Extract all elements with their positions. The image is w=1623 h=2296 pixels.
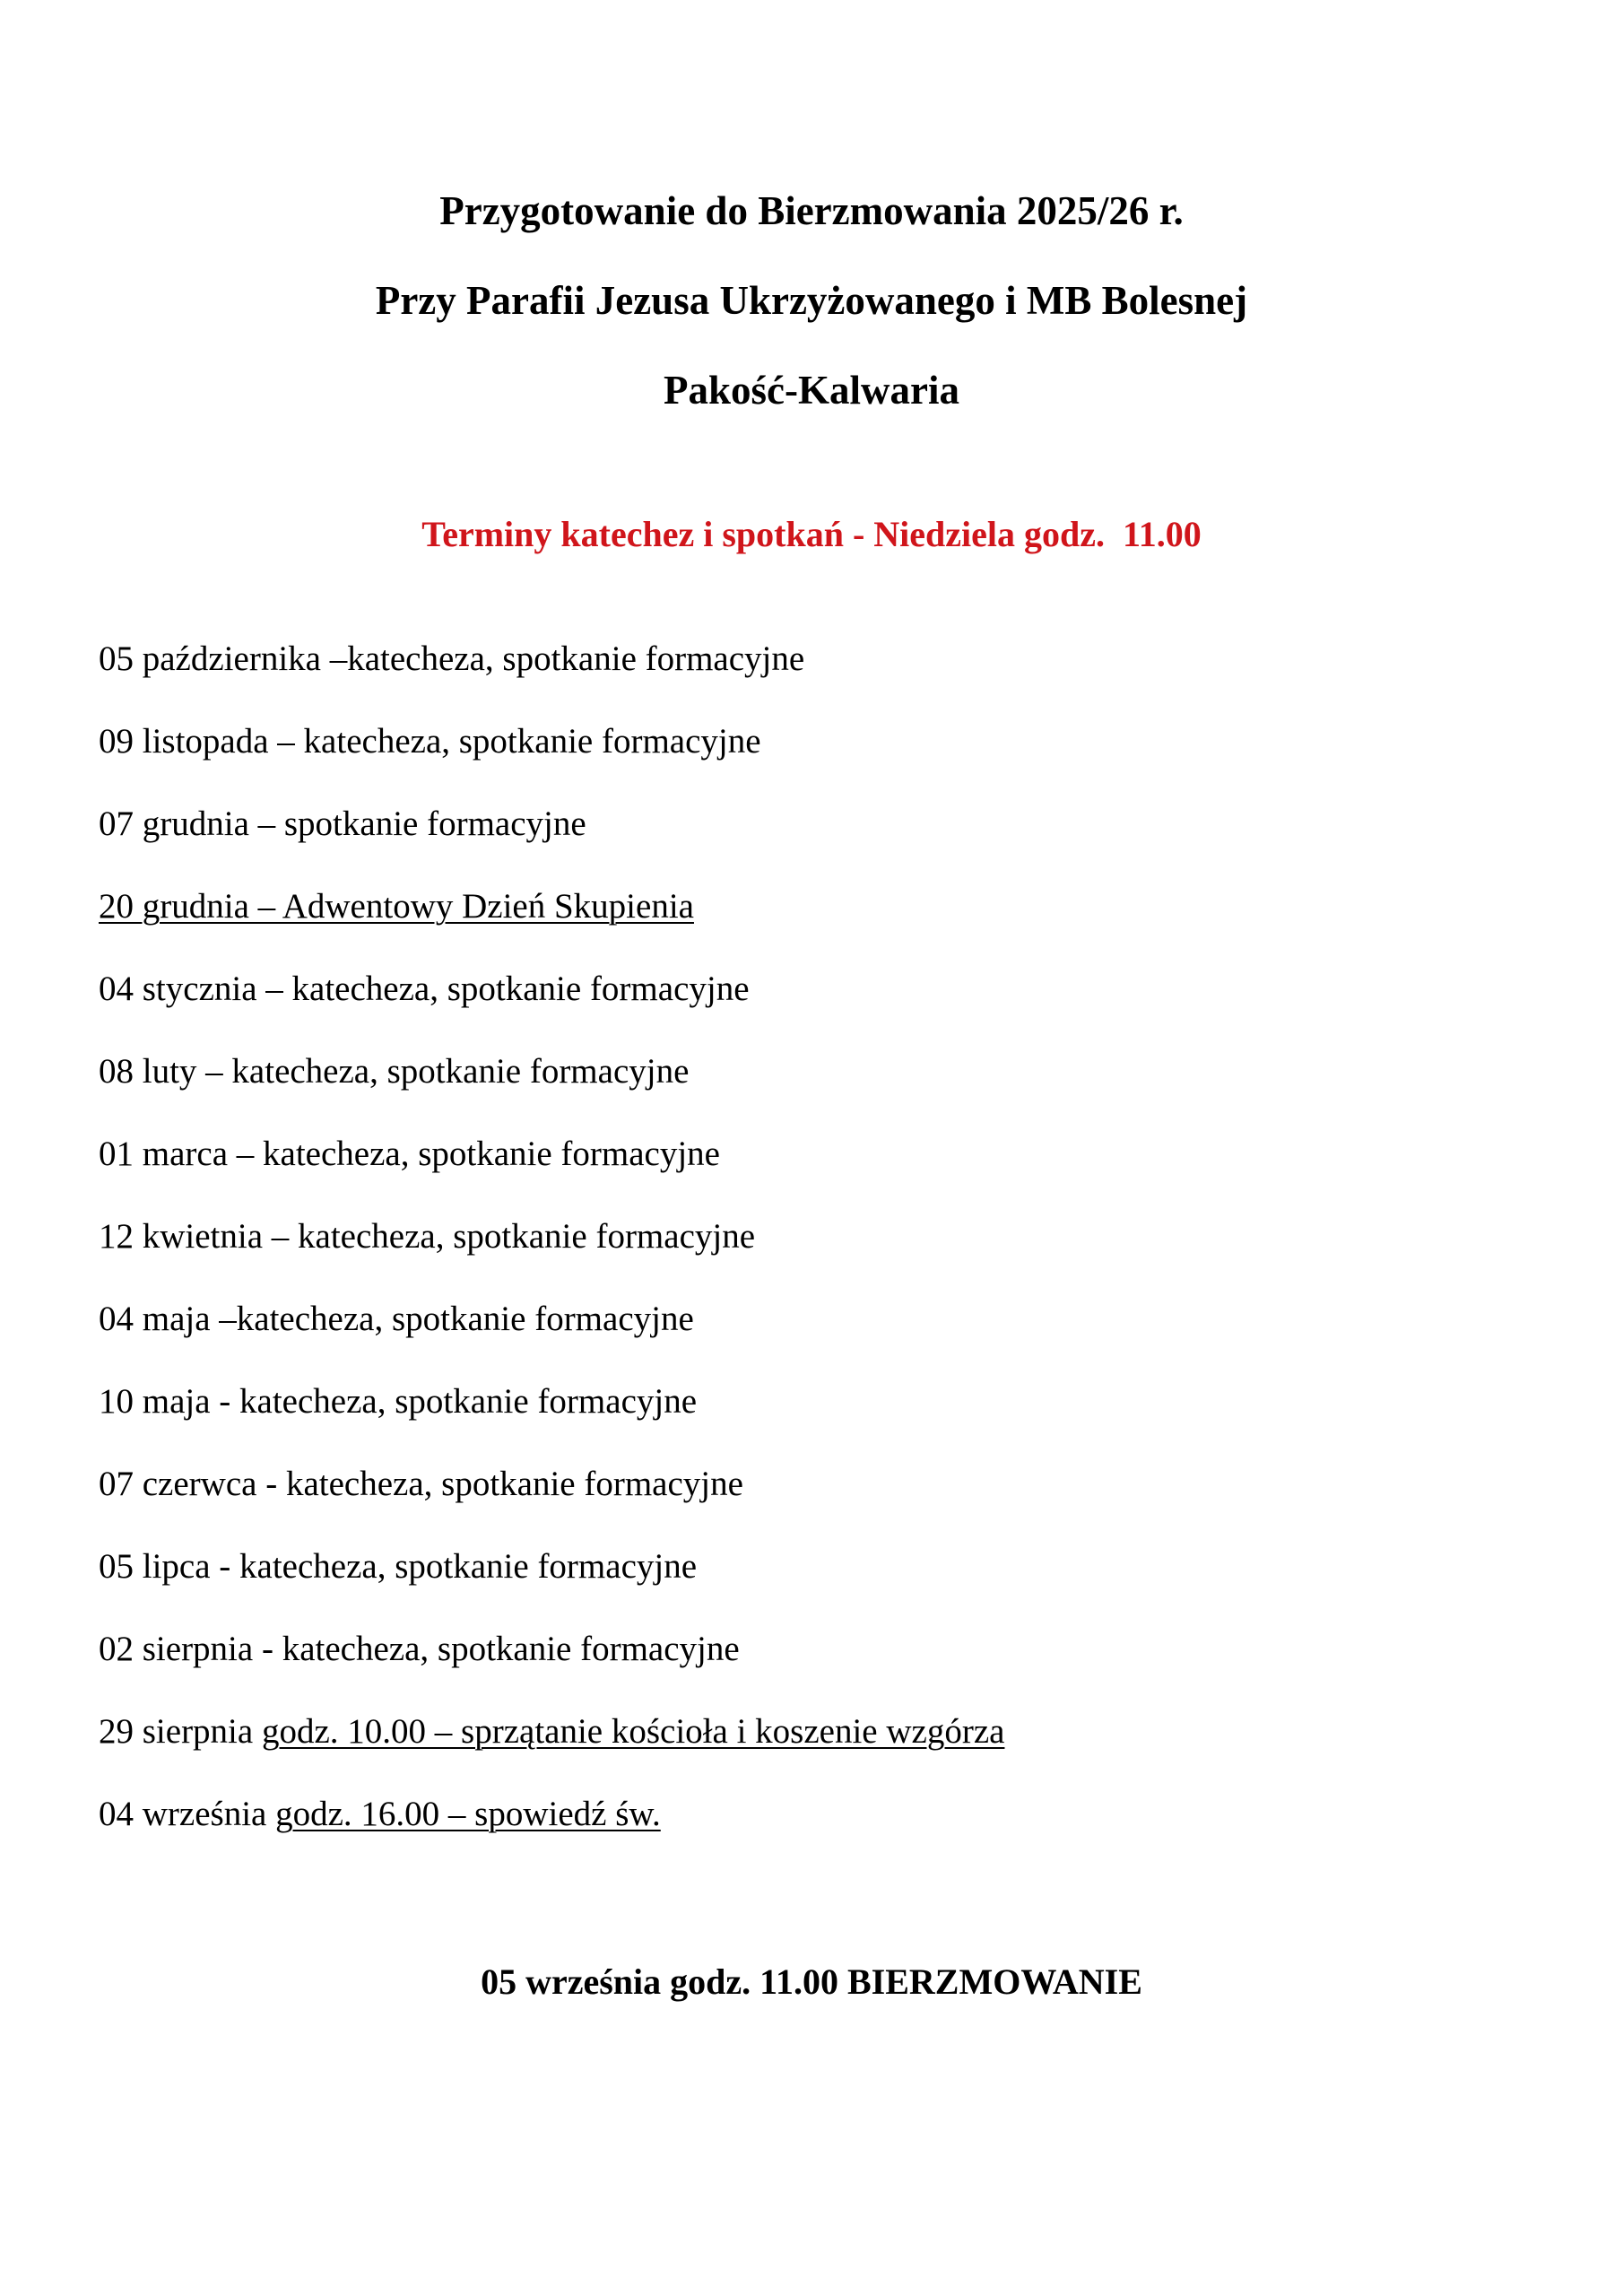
schedule-item: 01 marca – katecheza, spotkanie formacyjne xyxy=(99,1135,720,1173)
schedule-item: 08 luty – katecheza, spotkanie formacyjne xyxy=(99,1052,690,1091)
schedule-subtitle: Terminy katechez i spotkań - Niedziela godz. 11.00 xyxy=(421,514,1202,554)
schedule-item: 07 grudnia – spotkanie formacyjne xyxy=(99,804,586,843)
schedule-list xyxy=(99,634,1004,1872)
title-line-3: Pakość-Kalwaria xyxy=(664,368,959,413)
schedule-item xyxy=(99,1789,1004,1872)
schedule-item-detail: godz. 10.00 – sprzątanie kościoła i koszenie wzgórza xyxy=(261,1712,1005,1751)
schedule-item: 12 kwietnia – katecheza, spotkanie formacyjne xyxy=(99,1217,756,1256)
schedule-item: 05 października –katecheza, spotkanie formacyjne xyxy=(99,639,805,678)
schedule-item-text: 20 grudnia – Adwentowy Dzień Skupienia xyxy=(99,887,694,926)
schedule-item: 10 maja - katecheza, spotkanie formacyjne xyxy=(99,1382,698,1421)
schedule-item-date: 29 sierpnia xyxy=(99,1712,254,1751)
title-line-1: Przygotowanie do Bierzmowania 2025/26 r. xyxy=(439,188,1184,233)
title-line-2: Przy Parafii Jezusa Ukrzyżowanego i MB Bolesnej xyxy=(375,278,1248,323)
schedule-item-date: 04 września xyxy=(99,1795,267,1833)
schedule-item: 09 listopada – katecheza, spotkanie formacyjne xyxy=(99,722,761,761)
schedule-item: 05 lipca - katecheza, spotkanie formacyjne xyxy=(99,1547,698,1586)
schedule-item-detail: godz. 16.00 – spowiedź św. xyxy=(275,1795,661,1833)
schedule-item: 04 maja –katecheza, spotkanie formacyjne xyxy=(99,1300,694,1338)
schedule-item xyxy=(99,1707,1004,1789)
confirmation-date: 05 września godz. 11.00 BIERZMOWANIE xyxy=(481,1961,1142,2002)
schedule-item: 04 stycznia – katecheza, spotkanie formacyjne xyxy=(99,970,750,1008)
schedule-item: 07 czerwca - katecheza, spotkanie formacyjne xyxy=(99,1465,743,1503)
schedule-item xyxy=(99,882,1004,964)
schedule-item: 02 sierpnia - katecheza, spotkanie formacyjne xyxy=(99,1630,740,1668)
